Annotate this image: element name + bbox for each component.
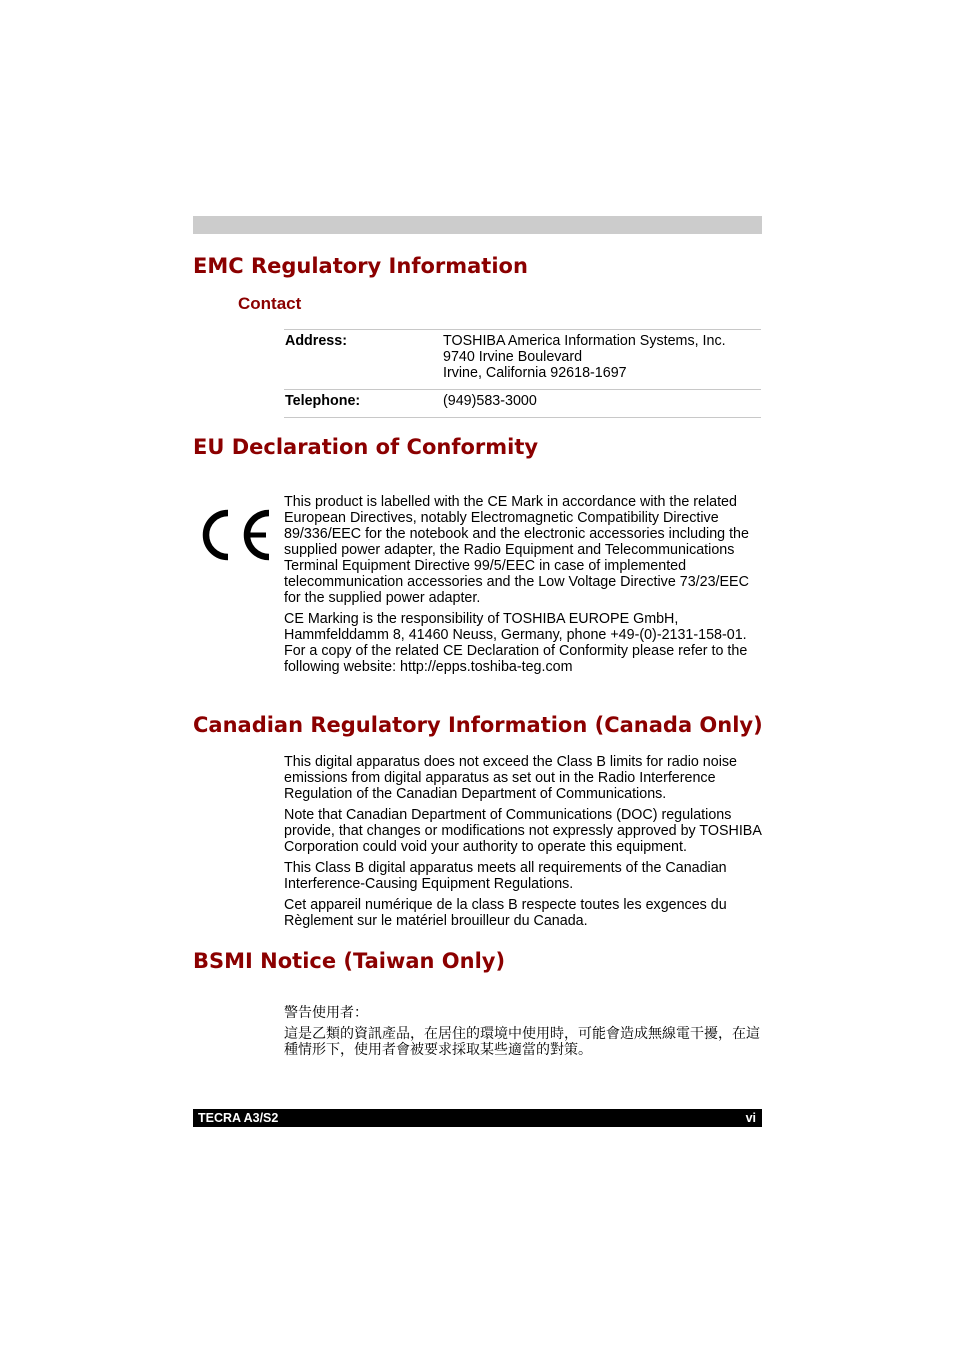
eu-body [284, 494, 764, 680]
emc-heading: EMC Regulatory Information [193, 254, 528, 278]
footer-model: TECRA A3/S2 [198, 1111, 279, 1125]
address-line: 9740 Irvine Boulevard [443, 349, 583, 365]
eu-paragraph: This product is labelled with the CE Mark in accordance with the related European Directives, notably Electromagnetic Compatibility Directive 89/336/EEC for the notebook and the electronic accessories including the supplied power adapter, the Radio Equipment and Telecommunications Terminal Equipment Directive 99/5/EEC in case of implemented telecommunication accessories and the Low Voltage Directive 73/23/EEC for the supplied power adapter. [284, 494, 749, 606]
telephone-label: Telephone: [285, 393, 361, 409]
address-value [443, 333, 761, 381]
address-line: TOSHIBA America Information Systems, Inc. [443, 333, 726, 349]
footer-page-number: vi [745, 1111, 756, 1125]
contact-subheading: Contact [238, 294, 302, 313]
address-row [284, 329, 761, 389]
footer-bar [193, 1109, 762, 1127]
canada-paragraph: Cet appareil numérique de la class B respecte toutes les exgences du Règlement sur le matériel brouilleur du Canada. [284, 897, 727, 929]
eu-heading: EU Declaration of Conformity [193, 435, 539, 459]
canada-heading: Canadian Regulatory Information (Canada Only) [193, 713, 763, 737]
eu-paragraph: CE Marking is the responsibility of TOSHIBA EUROPE GmbH, Hammfelddamm 8, 41460 Neuss, Germany, phone +49-(0)-2131-158-01. For a copy of the related CE Declaration of Conformity please refer to the following website: http://epps.toshiba-teg.com [284, 611, 748, 675]
contact-table [284, 329, 761, 418]
canada-body [284, 754, 764, 934]
header-bar [193, 216, 762, 234]
bsmi-paragraph: 這是乙類的資訊產品，在居住的環境中使用時，可能會造成無線電干擾，在這種情形下，使用者會被要求採取某些適當的對策。 [284, 1026, 760, 1058]
telephone-value: (949)583-3000 [443, 393, 537, 409]
address-line: Irvine, California 92618-1697 [443, 365, 627, 381]
telephone-row [284, 389, 761, 418]
canada-paragraph: This digital apparatus does not exceed the Class B limits for radio noise emissions from digital apparatus as set out in the Radio Interference Regulation of the Canadian Department of Communications. [284, 754, 737, 802]
bsmi-body [284, 1005, 764, 1063]
address-label: Address: [285, 333, 347, 349]
canada-paragraph: Note that Canadian Department of Communications (DOC) regulations provide, that changes or modifications not expressly approved by TOSHIBA Corporation could void your authority to operate this equipment. [284, 807, 762, 855]
canada-paragraph: This Class B digital apparatus meets all requirements of the Canadian Interference-Causing Equipment Regulations. [284, 860, 727, 892]
bsmi-paragraph: 警告使用者： [284, 1005, 368, 1021]
ce-mark-icon [199, 506, 274, 564]
bsmi-heading: BSMI Notice (Taiwan Only) [193, 949, 506, 973]
